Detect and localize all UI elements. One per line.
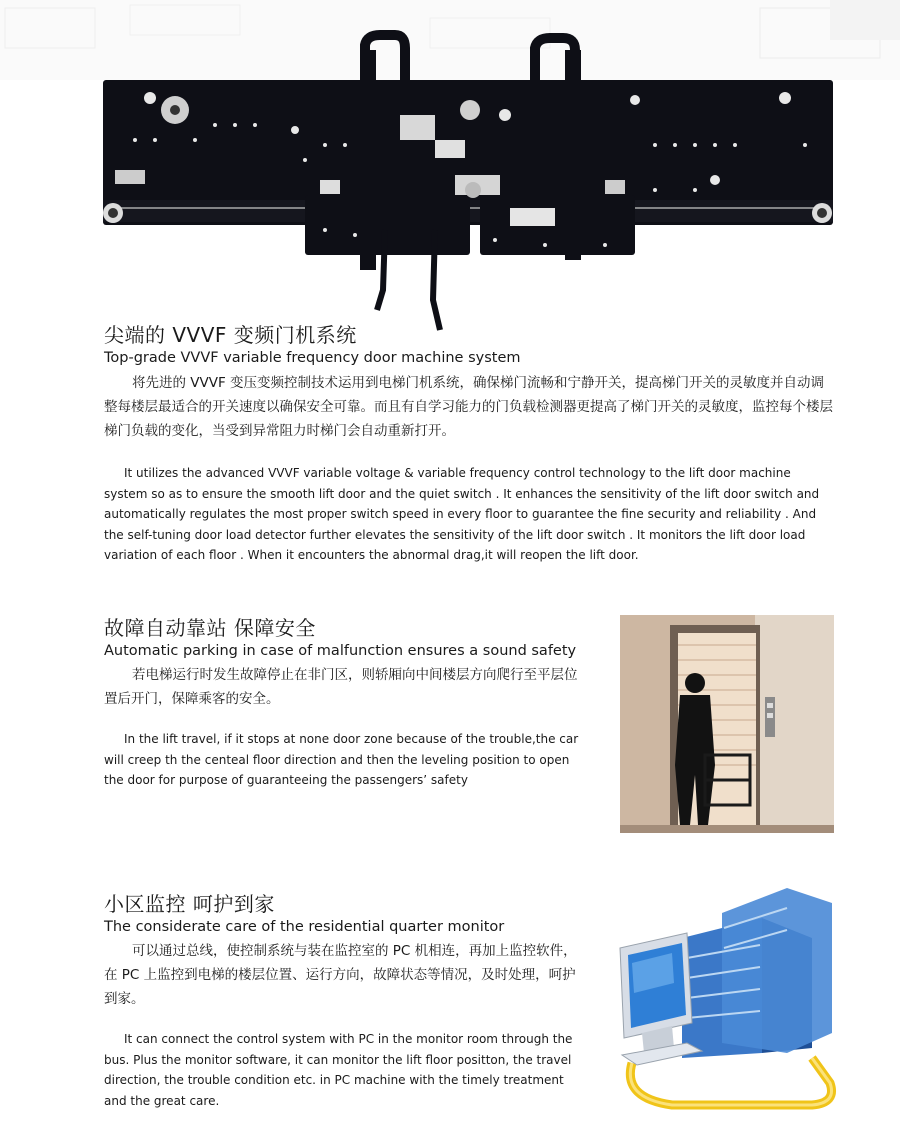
door-machine-image	[95, 30, 840, 335]
section-body-cn: 可以通过总线，使控制系统与装在监控室的 PC 机相连，再加上监控软件，在 PC 上监控到电梯的楼层位置、运行方向，故障状态等情况，及时处理，呵护到家。	[104, 943, 577, 1007]
section-body-cn: 将先进的 VVVF 变压变频控制技术运用到电梯门机系统，确保梯门流畅和宁静开关，提高梯门开关的灵敏度并自动调整每楼层最适合的开关速度以确保安全可靠。而且有自学习能力的门负载检测器更提高了梯门开关的灵敏度，监控每个楼层梯门负载的变化，当受到异常阻力时梯门会自动重新打开。	[104, 375, 833, 439]
vvvf-section	[104, 322, 834, 566]
auto-parking-section	[104, 615, 579, 791]
section-body-en: It utilizes the advanced VVVF variable voltage & variable frequency control technology to the lift door machine system so as to ensure the smooth lift door and the quiet switch . It enhances the sensitivity of the lift door switch and automatically regulates the most proper switch speed in every floor to guarantee the fine security and reliability . And the self-tuning door load detector further elevates the sensitivity of the lift door switch . It monitors the lift door load variation of each floor . When it encounters the abnormal drag,it will reopen the lift door.	[104, 466, 820, 562]
section-title-cn: 故障自动靠站 保障安全	[104, 616, 316, 640]
elevator-photo-image	[620, 615, 834, 833]
section-title-cn: 尖端的 VVVF 变频门机系统	[104, 323, 357, 347]
monitor-section	[104, 891, 579, 1111]
section-title-cn: 小区监控 呵护到家	[104, 892, 275, 916]
section-body-cn: 若电梯运行时发生故障停止在非门区，则轿厢向中间楼层方向爬行至平层位置后开门，保障乘客的安全。	[104, 667, 578, 707]
section-body-en: It can connect the control system with PC in the monitor room through the bus. Plus the monitor software, it can monitor the lift floor positton, the travel direction, the trouble condition etc. in PC machine with the timely treatment and the great care.	[104, 1032, 573, 1108]
section-title-en: Automatic parking in case of malfunction ensures a sound safety	[104, 643, 577, 659]
section-title-en: Top-grade VVVF variable frequency door machine system	[104, 350, 521, 366]
section-body-en: In the lift travel, if it stops at none door zone because of the trouble,the car will creep th the centeal floor direction and then the leveling position to open the door for purpose of guaranteeing the passengers’ safety	[104, 732, 579, 787]
section-title-en: The considerate care of the residential quarter monitor	[104, 919, 505, 935]
pc-monitor-building-image	[612, 883, 844, 1115]
